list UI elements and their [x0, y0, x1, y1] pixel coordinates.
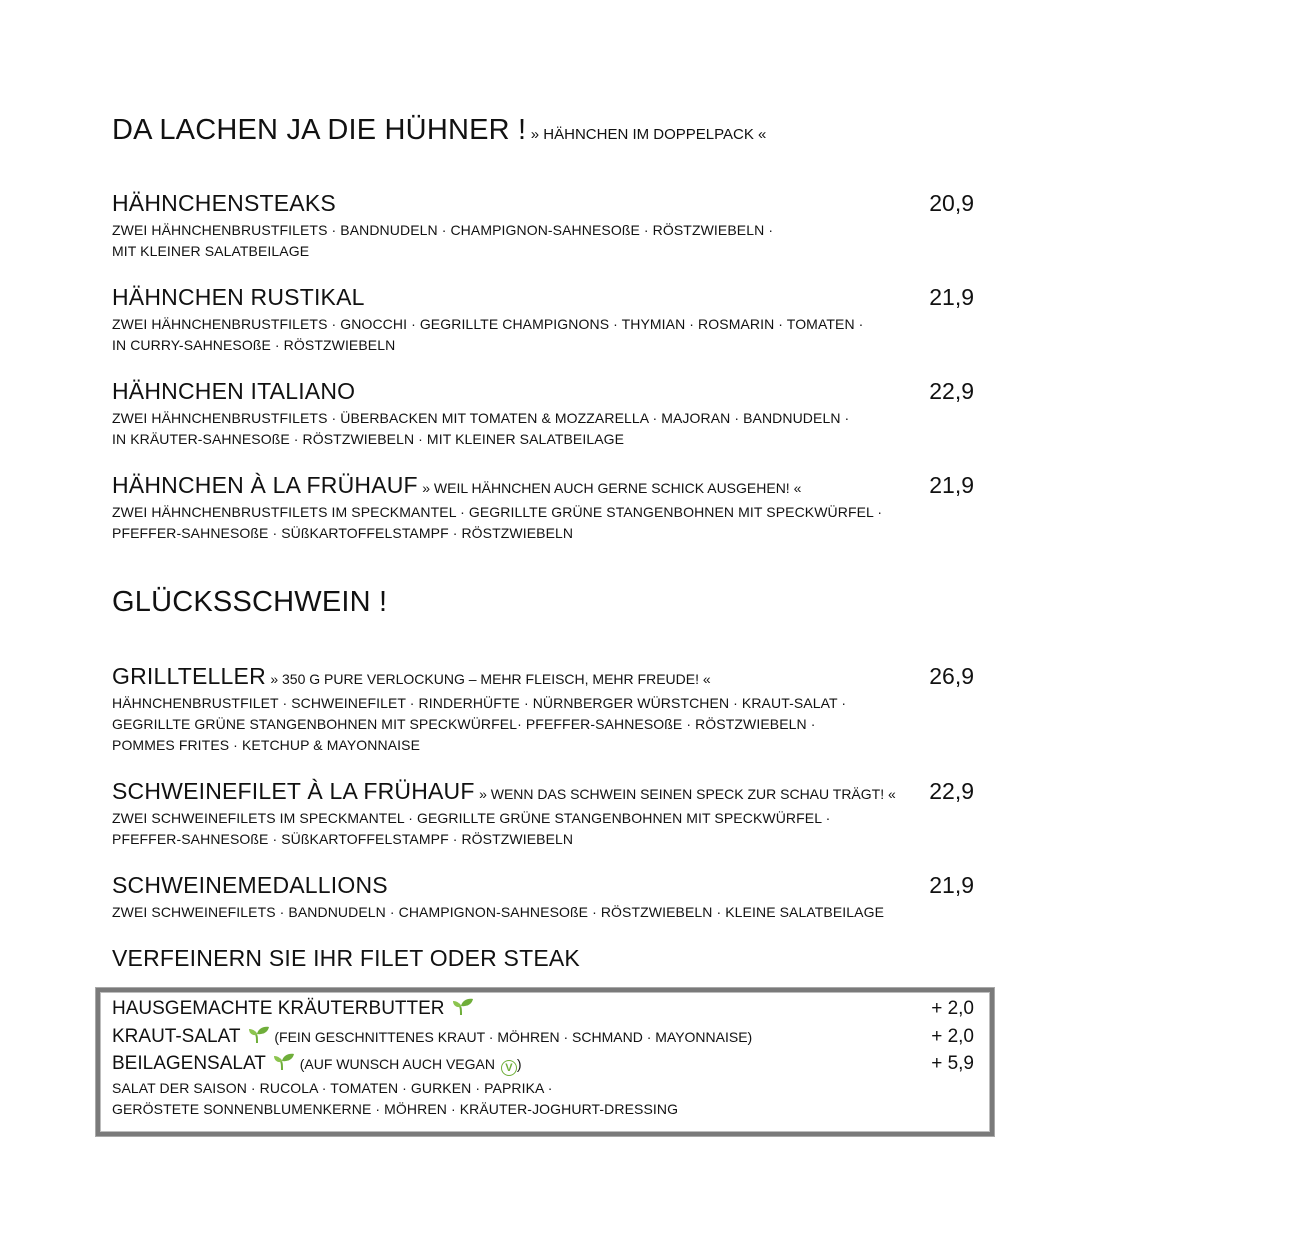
- dish-name: HÄHNCHEN ITALIANO: [112, 378, 356, 404]
- extra-description: SALAT DER SAISON · RUCOLA · TOMATEN · GURKEN · PAPRIKA · GERÖSTETE SONNENBLUMENKERNE · MÖHREN · KRÄUTER-JOGHURT-DRESSING: [112, 1080, 679, 1117]
- vegan-v-icon: V: [501, 1060, 517, 1076]
- section-header-chicken: [112, 114, 766, 147]
- dish-description: ZWEI SCHWEINEFILETS · BANDNUDELN · CHAMPIGNON-SAHNESOßE · RÖSTZWIEBELN · KLEINE SALATBEILAGE: [112, 904, 885, 920]
- dish-tagline: » WENN DAS SCHWEIN SEINEN SPECK ZUR SCHAU TRÄGT! «: [479, 786, 896, 802]
- section-title: DA LACHEN JA DIE HÜHNER !: [112, 114, 527, 146]
- dish-description: ZWEI HÄHNCHENBRUSTFILETS · GNOCCHI · GEGRILLTE CHAMPIGNONS · THYMIAN · ROSMARIN · TOMATEN · IN CURRY-SAHNESOßE · RÖSTZWIEBELN: [112, 316, 864, 353]
- dish-price: 22,9: [929, 778, 974, 804]
- extra-name: BEILAGENSALAT: [112, 1053, 266, 1074]
- extra-note: (FEIN GESCHNITTENES KRAUT · MÖHREN · SCHMAND · MAYONNAISE): [274, 1029, 753, 1045]
- extra-price: + 2,0: [931, 998, 974, 1019]
- dish-heading: [112, 778, 896, 805]
- dish-description: ZWEI SCHWEINEFILETS IM SPECKMANTEL · GEGRILLTE GRÜNE STANGENBOHNEN MIT SPECKWÜRFEL · PFEFFER-SAHNESOßE · SÜßKARTOFFELSTAMPF · RÖSTZWIEBELN: [112, 810, 831, 847]
- extra-item: [112, 1053, 522, 1076]
- dish-price: 22,9: [929, 378, 974, 404]
- dish-price: 21,9: [929, 872, 974, 898]
- extras-title: VERFEINERN SIE IHR FILET ODER STEAK: [112, 945, 580, 971]
- dish-heading: [112, 663, 711, 690]
- dish-heading: [112, 472, 801, 499]
- extra-note: (AUF WUNSCH AUCH VEGAN V ): [299, 1056, 522, 1074]
- extra-name: HAUSGEMACHTE KRÄUTERBUTTER: [112, 998, 445, 1019]
- dish-price: 21,9: [929, 284, 974, 310]
- extra-price: + 2,0: [931, 1026, 974, 1047]
- extra-item: [112, 998, 474, 1021]
- dish-tagline: » WEIL HÄHNCHEN AUCH GERNE SCHICK AUSGEHEN! «: [422, 480, 802, 496]
- dish-description: HÄHNCHENBRUSTFILET · SCHWEINEFILET · RINDERHÜFTE · NÜRNBERGER WÜRSTCHEN · KRAUT-SALAT · GEGRILLTE GRÜNE STANGENBOHNEN MIT SPECKWÜRFEL· PFEFFER-SAHNESOßE · RÖSTZWIEBELN · POMMES FRITES · KETCHUP & MAYONNAISE: [112, 695, 847, 753]
- dish-tagline: » 350 G PURE VERLOCKUNG – MEHR FLEISCH, MEHR FREUDE! «: [270, 671, 711, 687]
- extra-price: + 5,9: [931, 1053, 974, 1074]
- dish-price: 26,9: [929, 663, 974, 689]
- dish-description: ZWEI HÄHNCHENBRUSTFILETS · ÜBERBACKEN MIT TOMATEN & MOZZARELLA · MAJORAN · BANDNUDELN · IN KRÄUTER-SAHNESOßE · RÖSTZWIEBELN · MIT KLEINER SALATBEILAGE: [112, 410, 850, 447]
- dish-name: HÄHNCHEN À LA FRÜHAUF: [112, 472, 418, 498]
- dish-description: ZWEI HÄHNCHENBRUSTFILETS IM SPECKMANTEL · GEGRILLTE GRÜNE STANGENBOHNEN MIT SPECKWÜRFEL · PFEFFER-SAHNESOßE · SÜßKARTOFFELSTAMPF · RÖSTZWIEBELN: [112, 504, 883, 541]
- dish-price: 20,9: [929, 190, 974, 216]
- dish-name: SCHWEINEFILET À LA FRÜHAUF: [112, 778, 475, 804]
- dish-name: HÄHNCHENSTEAKS: [112, 190, 336, 216]
- dish-name: GRILLTELLER: [112, 663, 266, 689]
- extra-item: [112, 1026, 752, 1049]
- sprout-icon: [452, 998, 474, 1021]
- dish-price: 21,9: [929, 472, 974, 498]
- sprout-icon: [248, 1026, 270, 1049]
- section-title: GLÜCKSSCHWEIN !: [112, 586, 388, 618]
- dish-name: HÄHNCHEN RUSTIKAL: [112, 284, 365, 310]
- dish-name: SCHWEINEMEDALLIONS: [112, 872, 388, 898]
- dish-description: ZWEI HÄHNCHENBRUSTFILETS · BANDNUDELN · CHAMPIGNON-SAHNESOßE · RÖSTZWIEBELN · MIT KLEINER SALATBEILAGE: [112, 222, 774, 259]
- sprout-icon: [273, 1053, 295, 1076]
- section-tagline: » HÄHNCHEN IM DOPPELPACK «: [530, 126, 767, 143]
- extra-name: KRAUT-SALAT: [112, 1026, 241, 1047]
